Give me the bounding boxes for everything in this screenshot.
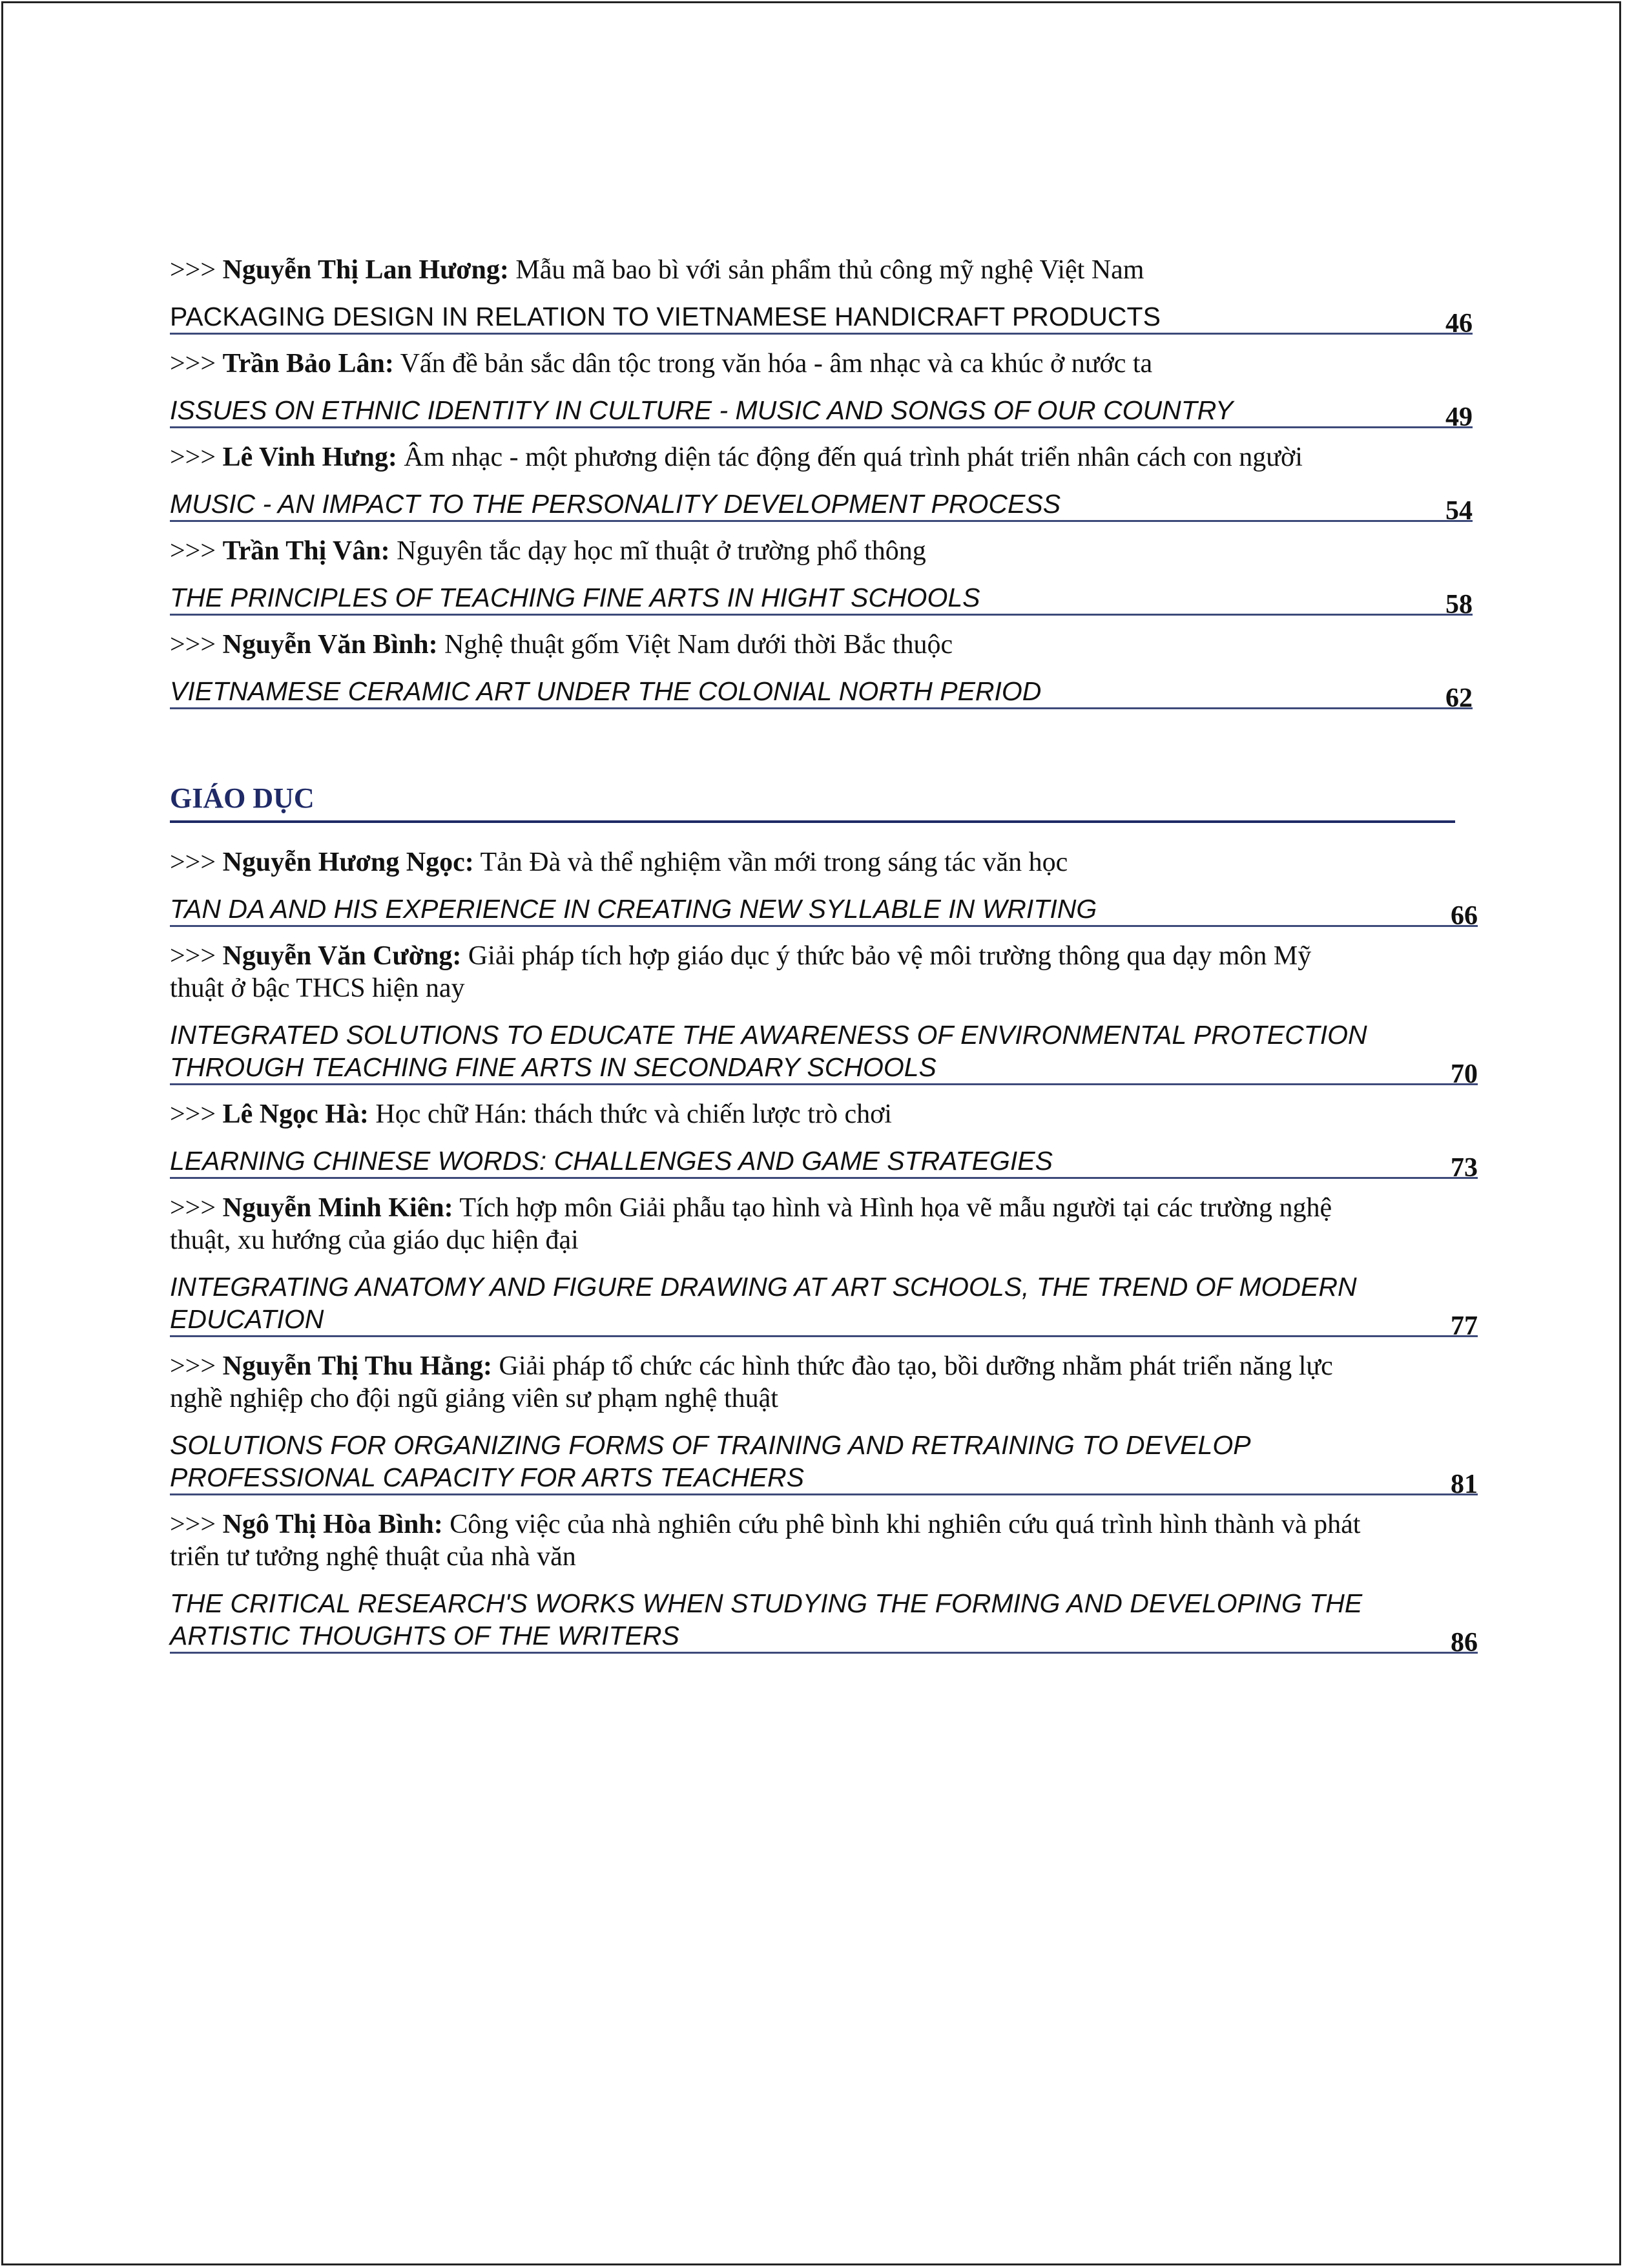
entry-author: Nguyễn Hương Ngọc: bbox=[222, 848, 474, 877]
toc-entry bbox=[170, 940, 1478, 1089]
entry-title-en: THE CRITICAL RESEARCH'S WORKS WHEN STUDYING THE FORMING AND DEVELOPING THE ARTISTIC THOUGHTS OF THE WRITERS bbox=[170, 1588, 1363, 1650]
entry-title-en: INTEGRATED SOLUTIONS TO EDUCATE THE AWARENESS OF ENVIRONMENTAL PROTECTION THROUGH TEACHING FINE ARTS IN SECONDARY SCHOOLS bbox=[170, 1020, 1367, 1082]
entry-marker: >>> bbox=[170, 349, 216, 379]
entry-author: Lê Ngọc Hà: bbox=[222, 1099, 369, 1129]
entry-marker: >>> bbox=[170, 941, 216, 971]
entry-title-vi bbox=[170, 1508, 1365, 1573]
section-heading-rule bbox=[170, 820, 1455, 823]
entry-title-vi-text: Âm nhạc - một phương diện tác động đến quá trình phát triển nhân cách con người bbox=[404, 442, 1303, 472]
entry-title-vi bbox=[170, 1098, 1365, 1130]
entry-page-number: 70 bbox=[1451, 1059, 1478, 1089]
entry-title-en: ISSUES ON ETHNIC IDENTITY IN CULTURE - MUSIC AND SONGS OF OUR COUNTRY bbox=[170, 395, 1234, 425]
toc-entry bbox=[170, 348, 1473, 432]
entry-title-vi bbox=[170, 1350, 1365, 1415]
entry-marker: >>> bbox=[170, 630, 216, 660]
entry-title-vi-text: Giải pháp tổ chức các hình thức đào tạo, bồi dưỡng nhằm phát triển năng lực nghề nghiệp cho đội ngũ giảng viên sư phạm nghệ thuật bbox=[170, 1351, 1333, 1413]
entry-rule bbox=[170, 426, 1473, 428]
entry-rule bbox=[170, 1335, 1478, 1337]
entry-title-vi bbox=[170, 629, 1365, 661]
entry-title-en: TAN DA AND HIS EXPERIENCE IN CREATING NEW SYLLABLE IN WRITING bbox=[170, 894, 1097, 924]
entry-rule bbox=[170, 1652, 1478, 1654]
entry-rule bbox=[170, 1083, 1478, 1085]
entry-rule bbox=[170, 614, 1473, 616]
toc-entry bbox=[170, 441, 1473, 526]
toc-entry bbox=[170, 254, 1473, 338]
toc-entry bbox=[170, 846, 1478, 931]
entry-marker: >>> bbox=[170, 1099, 216, 1129]
entry-rule bbox=[170, 1177, 1478, 1179]
entry-page-number: 62 bbox=[1445, 683, 1473, 713]
entry-title-vi-text: Công việc của nhà nghiên cứu phê bình khi nghiên cứu quá trình hình thành và phát triển tư tưởng nghệ thuật của nhà văn bbox=[170, 1510, 1361, 1572]
section-heading: GIÁO DỤC bbox=[170, 782, 315, 814]
entry-page-number: 49 bbox=[1445, 402, 1473, 432]
entry-author: Nguyễn Văn Bình: bbox=[222, 630, 438, 660]
entry-title-vi-text: Vấn đề bản sắc dân tộc trong văn hóa - âm nhạc và ca khúc ở nước ta bbox=[400, 349, 1153, 379]
entry-marker: >>> bbox=[170, 848, 216, 877]
entry-title-vi bbox=[170, 254, 1365, 286]
toc-entry bbox=[170, 1508, 1478, 1658]
entry-page-number: 77 bbox=[1451, 1311, 1478, 1341]
entry-author: Ngô Thị Hòa Bình: bbox=[222, 1510, 443, 1539]
entry-title-vi-text: Mẫu mã bao bì với sản phẩm thủ công mỹ nghệ Việt Nam bbox=[515, 255, 1144, 285]
entry-marker: >>> bbox=[170, 1351, 216, 1381]
entry-title-vi bbox=[170, 940, 1365, 1004]
section-heading-block bbox=[170, 780, 1455, 823]
entry-title-vi-text: Tản Đà và thể nghiệm vần mới trong sáng tác văn học bbox=[480, 848, 1068, 877]
entry-title-vi bbox=[170, 1192, 1365, 1256]
entry-title-vi-text: Nguyên tắc dạy học mĩ thuật ở trường phổ thông bbox=[397, 536, 926, 566]
entry-page-number: 73 bbox=[1451, 1153, 1478, 1183]
entry-title-vi-text: Giải pháp tích hợp giáo dục ý thức bảo vệ môi trường thông qua dạy môn Mỹ thuật ở bậc THCS hiện nay bbox=[170, 941, 1312, 1003]
toc-group-arts bbox=[170, 254, 1473, 713]
entry-rule bbox=[170, 925, 1478, 927]
entry-title-en: MUSIC - AN IMPACT TO THE PERSONALITY DEVELOPMENT PROCESS bbox=[170, 489, 1061, 519]
entry-page-number: 86 bbox=[1451, 1628, 1478, 1658]
entry-title-vi bbox=[170, 846, 1365, 879]
entry-title-vi-text: Tích hợp môn Giải phẫu tạo hình và Hình họa vẽ mẫu người tại các trường nghệ thuật, xu hướng của giáo dục hiện đại bbox=[170, 1193, 1332, 1255]
toc-entry bbox=[170, 1098, 1478, 1183]
entry-title-en: SOLUTIONS FOR ORGANIZING FORMS OF TRAINING AND RETRAINING TO DEVELOP PROFESSIONAL CAPACITY FOR ARTS TEACHERS bbox=[170, 1430, 1250, 1492]
entry-page-number: 66 bbox=[1451, 901, 1478, 931]
entry-title-vi-text: Học chữ Hán: thách thức và chiến lược trò chơi bbox=[375, 1099, 892, 1129]
entry-page-number: 58 bbox=[1445, 590, 1473, 619]
entry-rule bbox=[170, 707, 1473, 709]
entry-marker: >>> bbox=[170, 536, 216, 566]
entry-title-en: PACKAGING DESIGN IN RELATION TO VIETNAMESE HANDICRAFT PRODUCTS bbox=[170, 302, 1161, 331]
entry-author: Nguyễn Thị Thu Hằng: bbox=[222, 1351, 493, 1381]
entry-author: Trần Thị Vân: bbox=[222, 536, 390, 566]
entry-marker: >>> bbox=[170, 442, 216, 472]
entry-marker: >>> bbox=[170, 255, 216, 285]
entry-rule bbox=[170, 1493, 1478, 1495]
toc-group-education bbox=[170, 846, 1478, 1658]
entry-author: Trần Bảo Lân: bbox=[222, 349, 394, 379]
entry-title-en: THE PRINCIPLES OF TEACHING FINE ARTS IN HIGHT SCHOOLS bbox=[170, 583, 980, 612]
entry-author: Nguyễn Minh Kiên: bbox=[222, 1193, 453, 1223]
entry-title-vi bbox=[170, 348, 1365, 380]
toc-entry bbox=[170, 535, 1473, 619]
toc-entry bbox=[170, 629, 1473, 713]
entry-title-en: INTEGRATING ANATOMY AND FIGURE DRAWING AT ART SCHOOLS, THE TREND OF MODERN EDUCATION bbox=[170, 1272, 1357, 1334]
entry-marker: >>> bbox=[170, 1510, 216, 1539]
entry-title-vi bbox=[170, 535, 1365, 567]
entry-page-number: 54 bbox=[1445, 496, 1473, 526]
entry-author: Nguyễn Văn Cường: bbox=[222, 941, 462, 971]
toc-entry bbox=[170, 1350, 1478, 1499]
entry-author: Nguyễn Thị Lan Hương: bbox=[222, 255, 509, 285]
entry-rule bbox=[170, 520, 1473, 522]
entry-page-number: 46 bbox=[1445, 309, 1473, 338]
entry-title-en: VIETNAMESE CERAMIC ART UNDER THE COLONIAL NORTH PERIOD bbox=[170, 676, 1042, 706]
entry-marker: >>> bbox=[170, 1193, 216, 1223]
entry-page-number: 81 bbox=[1451, 1470, 1478, 1499]
entry-title-en: LEARNING CHINESE WORDS: CHALLENGES AND GAME STRATEGIES bbox=[170, 1146, 1053, 1176]
entry-author: Lê Vinh Hưng: bbox=[222, 442, 397, 472]
entry-title-vi bbox=[170, 441, 1365, 473]
entry-rule bbox=[170, 333, 1473, 335]
toc-entry bbox=[170, 1192, 1478, 1341]
entry-title-vi-text: Nghệ thuật gốm Việt Nam dưới thời Bắc thuộc bbox=[444, 630, 953, 660]
